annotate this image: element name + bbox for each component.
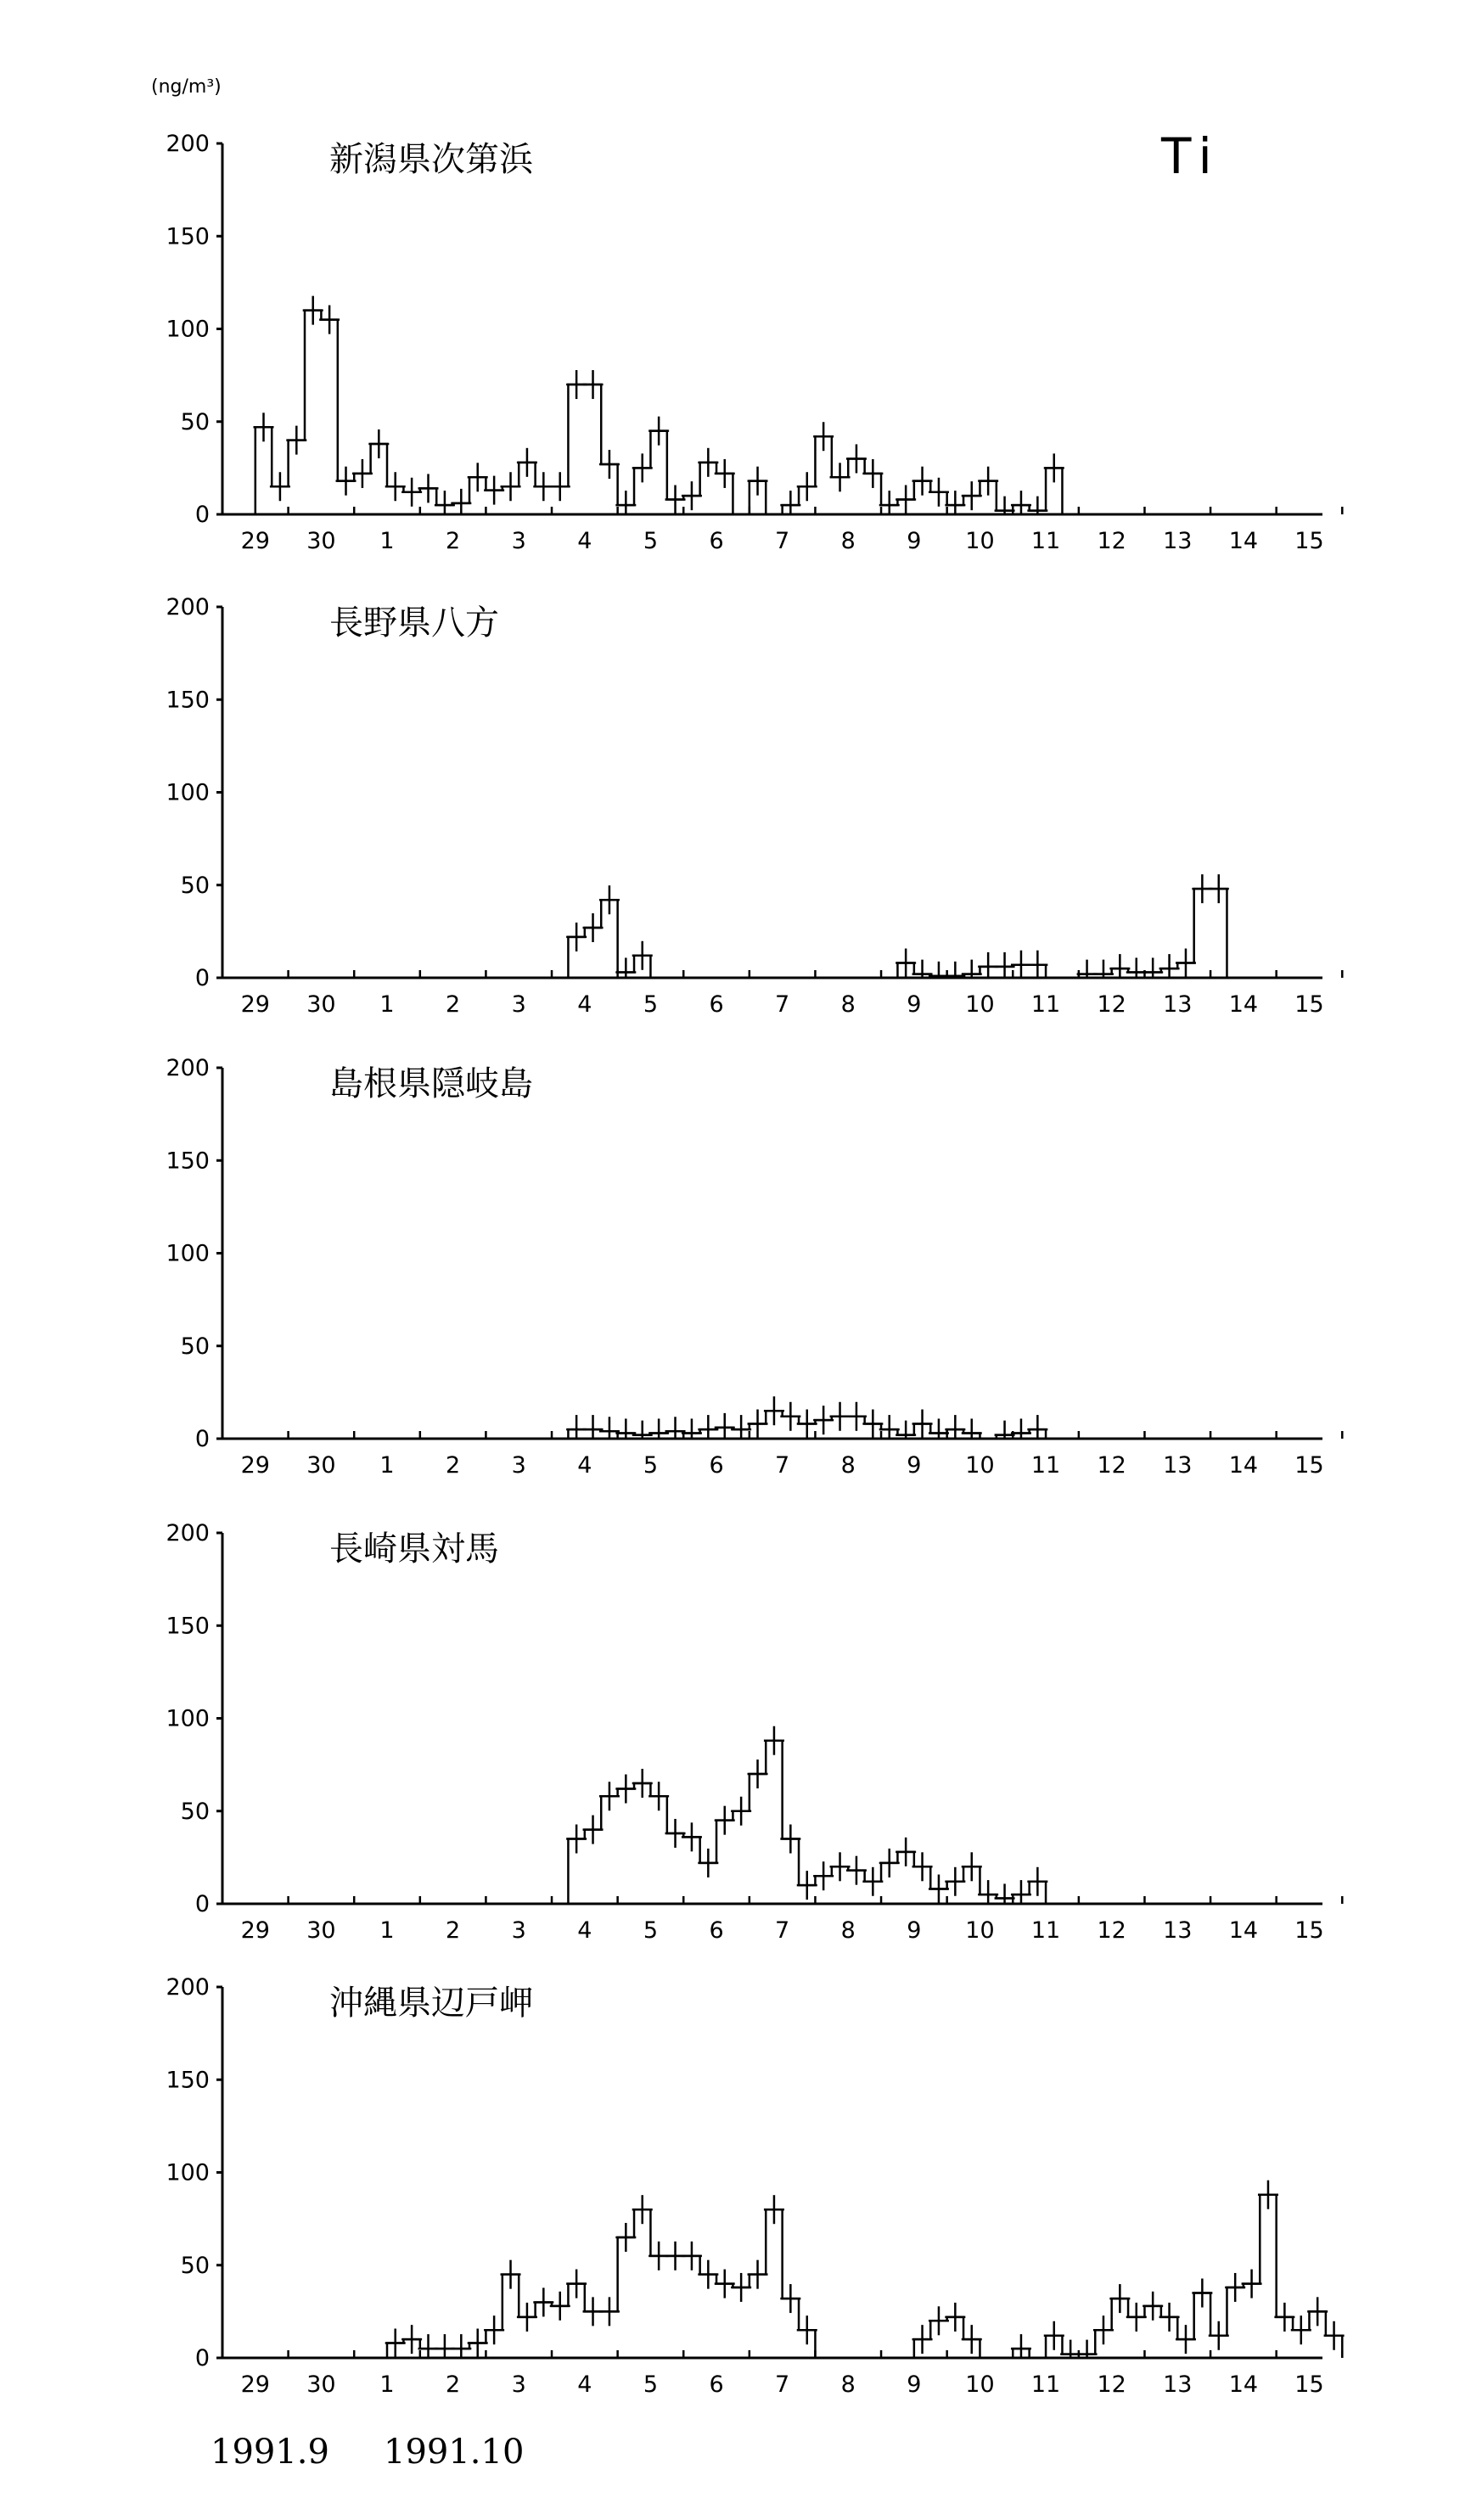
x-tick-label: 29: [240, 2371, 270, 2398]
y-tick-label: 0: [194, 965, 210, 991]
date-label-september: 1991.9: [211, 2433, 329, 2472]
y-tick-label: 150: [166, 1613, 210, 1640]
x-tick-label: 10: [965, 528, 995, 554]
y-unit-label: (ng/m³): [151, 76, 222, 98]
x-tick-label: 9: [907, 2371, 922, 2398]
x-tick-label: 2: [446, 528, 461, 554]
x-tick-label: 2: [446, 2371, 461, 2398]
x-tick-label: 3: [511, 528, 526, 554]
x-tick-label: 5: [643, 1917, 659, 1944]
x-tick-label: 4: [577, 991, 592, 1018]
x-tick-label: 6: [709, 991, 724, 1018]
x-tick-label: 5: [643, 2371, 659, 2398]
y-tick-label: 0: [194, 1426, 210, 1452]
x-tick-label: 12: [1097, 1452, 1126, 1479]
x-tick-label: 8: [840, 528, 856, 554]
series-step-line: [1046, 2195, 1342, 2358]
x-tick-label: 7: [775, 991, 790, 1018]
y-tick-label: 150: [166, 1148, 210, 1175]
x-tick-label: 8: [840, 1452, 856, 1479]
chart-panel-1: [166, 594, 1342, 1018]
x-tick-label: 13: [1163, 1917, 1193, 1944]
x-tick-label: 4: [577, 1917, 592, 1944]
x-tick-label: 1: [379, 1452, 395, 1479]
x-tick-label: 6: [709, 528, 724, 554]
x-tick-label: 4: [577, 2371, 592, 2398]
x-tick-label: 14: [1228, 1917, 1259, 1944]
chart-title: 沖縄県辺戸岬: [329, 1984, 533, 2023]
x-tick-label: 12: [1097, 991, 1126, 1018]
x-tick-label: 15: [1294, 528, 1324, 554]
y-tick-label: 0: [194, 2345, 210, 2371]
x-tick-label: 3: [511, 1452, 526, 1479]
y-tick-label: 100: [166, 1240, 210, 1267]
x-tick-label: 8: [840, 991, 856, 1018]
element-label: Ti: [1161, 127, 1221, 185]
chart-title: 島根県隠岐島: [329, 1064, 533, 1103]
y-tick-label: 0: [194, 1891, 210, 1917]
x-tick-label: 10: [965, 991, 995, 1018]
x-tick-label: 4: [577, 528, 592, 554]
y-tick-label: 200: [166, 1520, 210, 1546]
x-tick-label: 14: [1228, 991, 1259, 1018]
chart-panel-2: [166, 1055, 1342, 1479]
x-tick-label: 13: [1163, 2371, 1193, 2398]
x-tick-label: 4: [577, 1452, 592, 1479]
x-tick-label: 9: [907, 991, 922, 1018]
x-tick-label: 10: [965, 1917, 995, 1944]
x-tick-label: 30: [306, 991, 336, 1018]
x-tick-label: 3: [511, 1917, 526, 1944]
x-tick-label: 5: [643, 528, 659, 554]
x-tick-label: 15: [1294, 1917, 1324, 1944]
chart-panel-4: [166, 1974, 1344, 2398]
x-tick-label: 1: [379, 528, 395, 554]
x-tick-label: 30: [306, 2371, 336, 2398]
y-tick-label: 200: [166, 131, 210, 157]
x-tick-label: 5: [643, 1452, 659, 1479]
x-tick-label: 11: [1030, 991, 1061, 1018]
x-tick-label: 9: [907, 1452, 922, 1479]
y-tick-label: 200: [166, 594, 210, 620]
chart-title: 新潟県次第浜: [329, 140, 533, 179]
x-tick-label: 2: [446, 1452, 461, 1479]
series-step-line: [255, 311, 1063, 514]
x-tick-label: 15: [1294, 2371, 1324, 2398]
chart-panel-0: [166, 131, 1342, 554]
x-tick-label: 7: [775, 528, 790, 554]
x-tick-label: 12: [1097, 1917, 1126, 1944]
x-tick-label: 6: [709, 2371, 724, 2398]
x-tick-label: 15: [1294, 1452, 1324, 1479]
x-tick-label: 1: [379, 1917, 395, 1944]
x-tick-label: 8: [840, 1917, 856, 1944]
x-tick-label: 1: [379, 2371, 395, 2398]
x-tick-label: 14: [1228, 1452, 1259, 1479]
x-tick-label: 2: [446, 991, 461, 1018]
y-tick-label: 100: [166, 779, 210, 806]
chart-panel-3: [166, 1520, 1342, 1944]
x-tick-label: 30: [306, 528, 336, 554]
x-tick-label: 9: [907, 528, 922, 554]
chart-title: 長野県八方: [329, 603, 499, 643]
x-tick-label: 29: [240, 1452, 270, 1479]
x-tick-label: 7: [775, 2371, 790, 2398]
x-tick-label: 12: [1097, 528, 1126, 554]
x-tick-label: 13: [1163, 991, 1193, 1018]
x-tick-label: 9: [907, 1917, 922, 1944]
y-tick-label: 200: [166, 1055, 210, 1081]
x-tick-label: 6: [709, 1917, 724, 1944]
x-tick-label: 11: [1030, 1917, 1061, 1944]
y-tick-label: 50: [180, 872, 210, 899]
x-tick-label: 11: [1030, 1452, 1061, 1479]
x-tick-label: 29: [240, 991, 270, 1018]
y-tick-label: 100: [166, 316, 210, 343]
y-tick-label: 50: [180, 408, 210, 435]
x-tick-label: 11: [1030, 528, 1061, 554]
y-tick-label: 150: [166, 223, 210, 250]
x-tick-label: 10: [965, 2371, 995, 2398]
series-step-line: [387, 2209, 815, 2358]
x-tick-label: 1: [379, 991, 395, 1018]
y-tick-label: 100: [166, 2159, 210, 2186]
date-label-october: 1991.10: [384, 2433, 525, 2472]
x-tick-label: 13: [1163, 1452, 1193, 1479]
x-tick-label: 29: [240, 528, 270, 554]
y-tick-label: 150: [166, 2067, 210, 2094]
y-tick-label: 150: [166, 687, 210, 714]
x-tick-label: 2: [446, 1917, 461, 1944]
x-tick-label: 15: [1294, 991, 1324, 1018]
x-tick-label: 11: [1030, 2371, 1061, 2398]
y-tick-label: 50: [180, 1333, 210, 1360]
x-tick-label: 14: [1228, 528, 1259, 554]
x-tick-label: 13: [1163, 528, 1193, 554]
y-tick-label: 200: [166, 1974, 210, 2001]
x-tick-label: 3: [511, 2371, 526, 2398]
x-tick-label: 7: [775, 1917, 790, 1944]
x-tick-label: 7: [775, 1452, 790, 1479]
x-tick-label: 29: [240, 1917, 270, 1944]
chart-title: 長崎県対馬: [329, 1529, 499, 1569]
x-tick-label: 10: [965, 1452, 995, 1479]
y-tick-label: 50: [180, 2252, 210, 2279]
x-tick-label: 30: [306, 1452, 336, 1479]
x-tick-label: 6: [709, 1452, 724, 1479]
x-tick-label: 5: [643, 991, 659, 1018]
y-tick-label: 0: [194, 502, 210, 528]
x-tick-label: 12: [1097, 2371, 1126, 2398]
x-tick-label: 3: [511, 991, 526, 1018]
x-tick-label: 14: [1228, 2371, 1259, 2398]
x-tick-label: 8: [840, 2371, 856, 2398]
x-tick-label: 30: [306, 1917, 336, 1944]
y-tick-label: 50: [180, 1798, 210, 1825]
y-tick-label: 100: [166, 1705, 210, 1732]
